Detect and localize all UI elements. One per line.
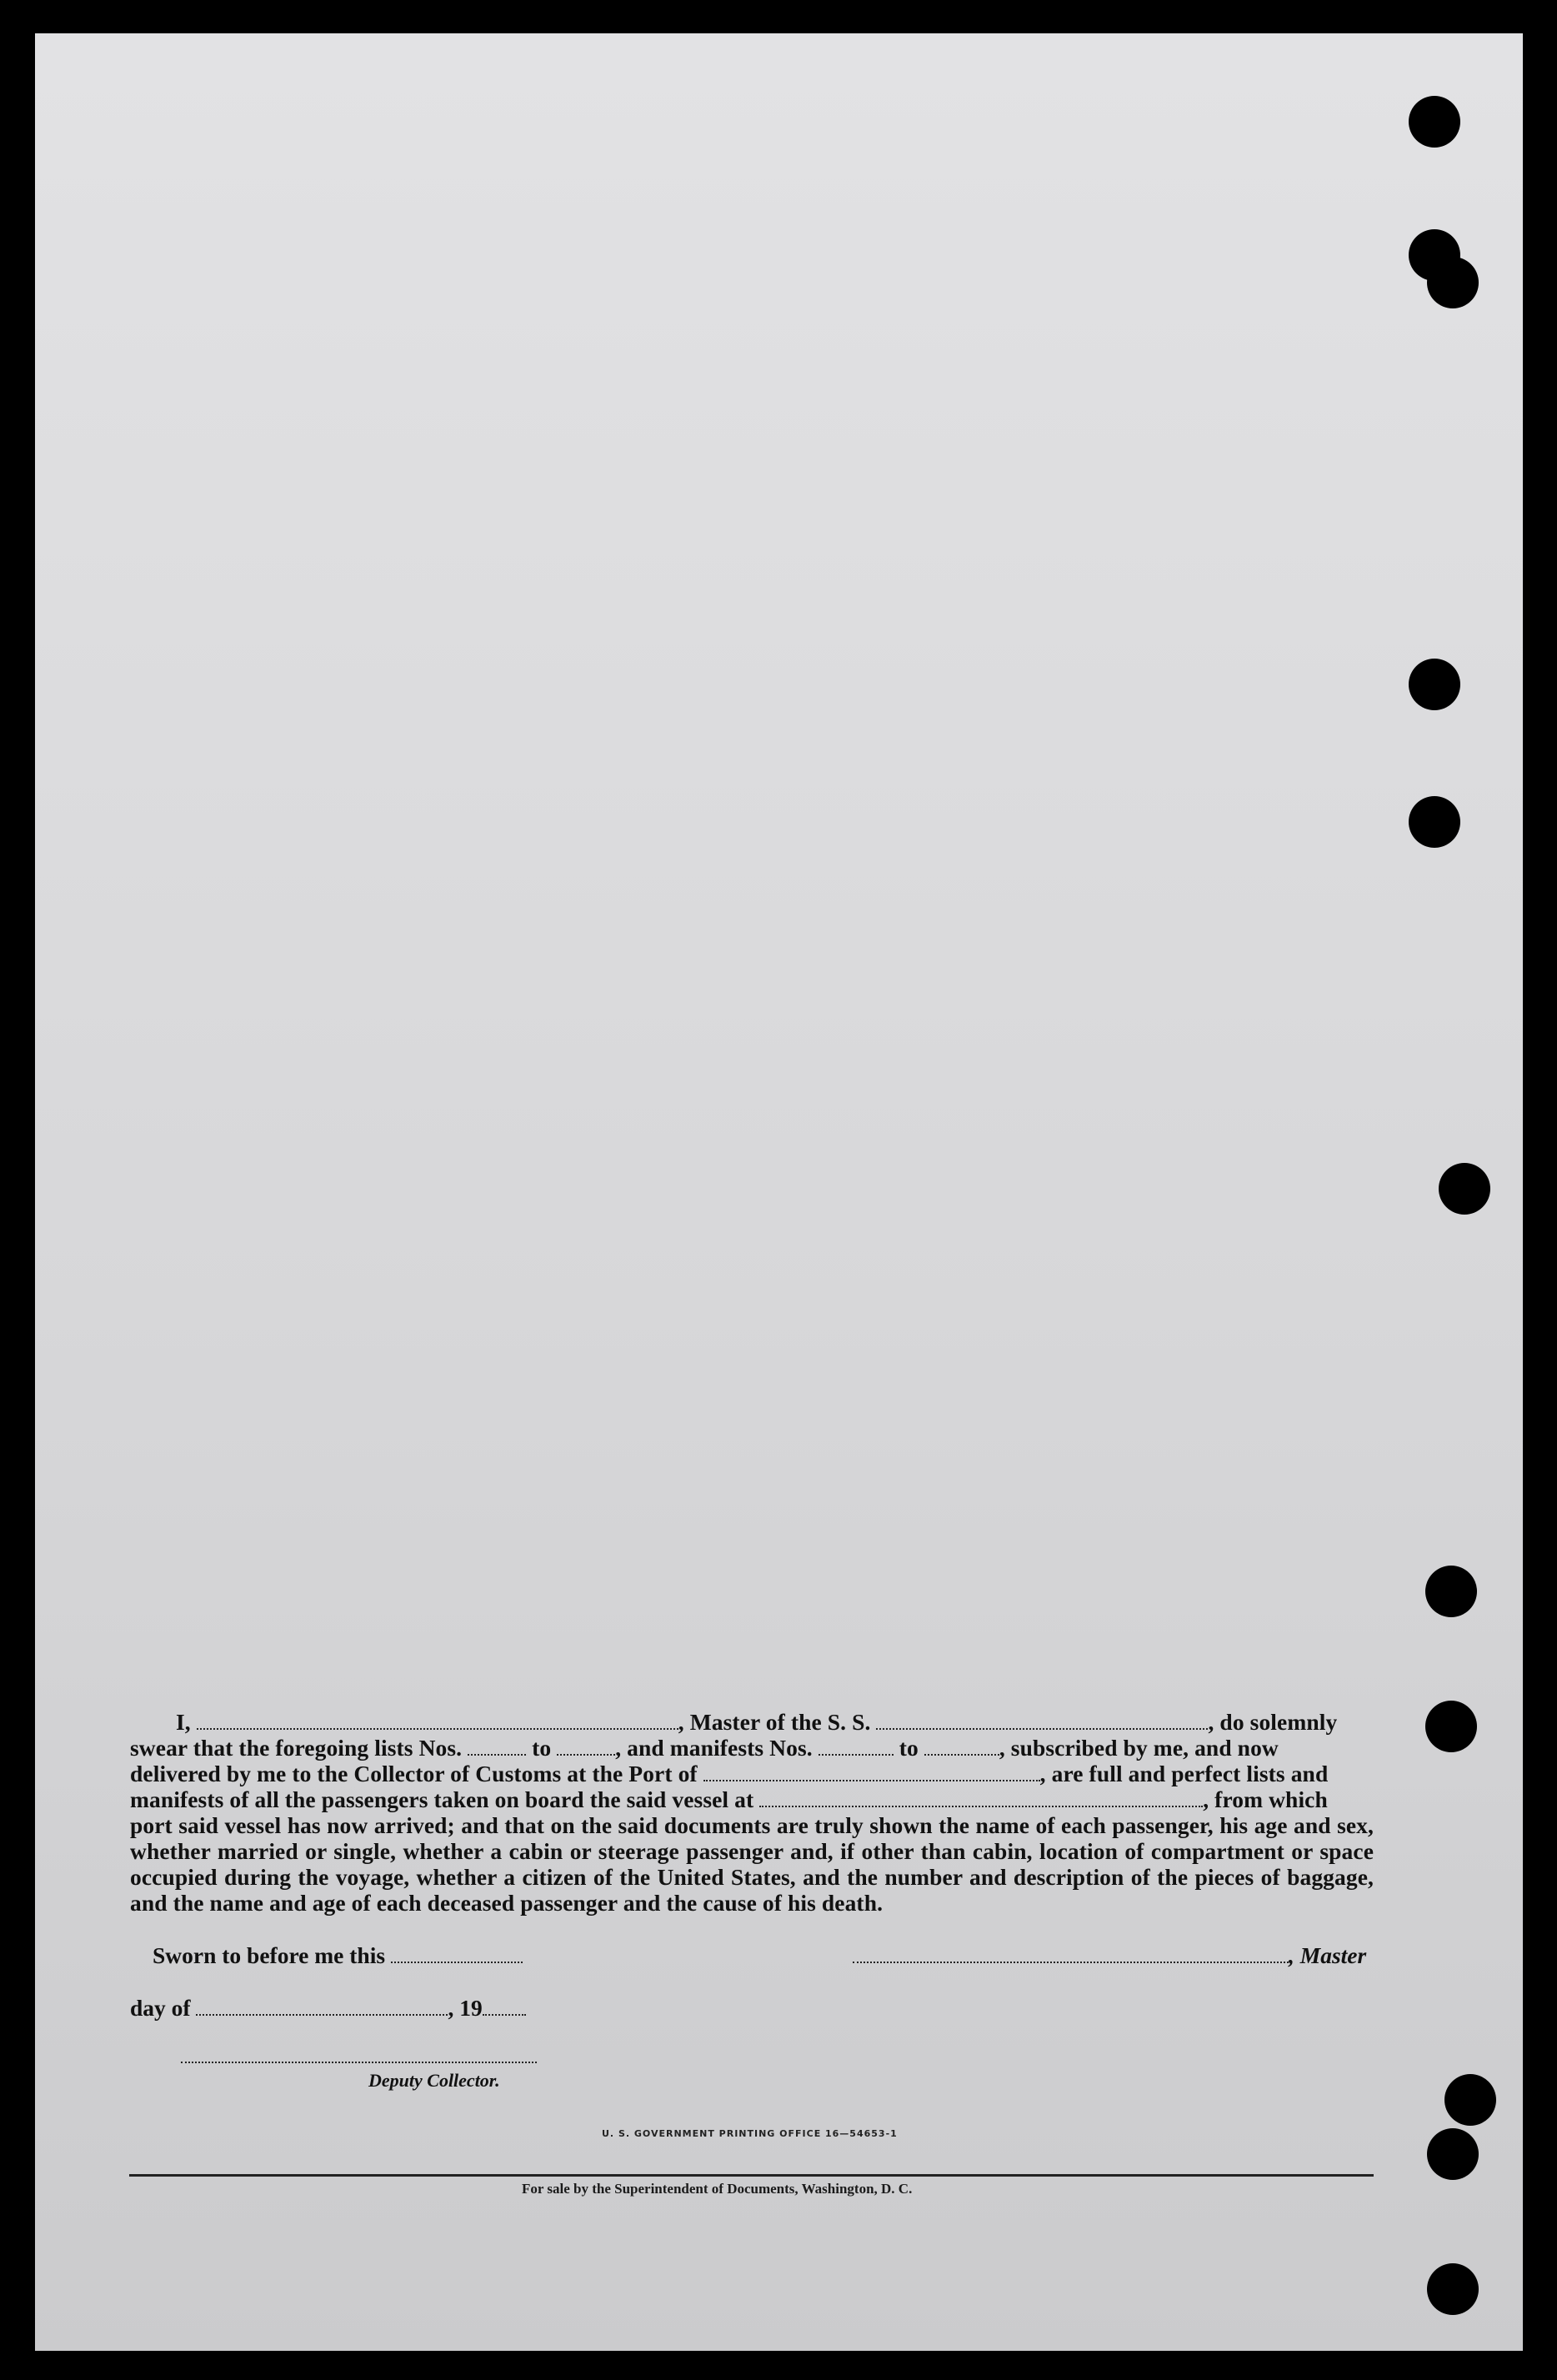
oath-i: I,	[176, 1709, 191, 1735]
binder-hole	[1425, 1566, 1477, 1617]
gpo-imprint: U. S. GOVERNMENT PRINTING OFFICE	[602, 2128, 822, 2139]
binder-hole	[1427, 2128, 1479, 2180]
manifest-from-blank[interactable]	[819, 1737, 894, 1756]
sworn-line	[153, 1942, 523, 1969]
sworn-text: Sworn to before me this	[153, 1942, 386, 1968]
oath-subscribed: , subscribed by me, and now	[999, 1735, 1279, 1761]
binder-hole	[1425, 1701, 1477, 1752]
sworn-date-blank[interactable]	[391, 1945, 523, 1963]
oath-swear: swear that the foregoing lists Nos.	[130, 1735, 463, 1761]
day-of-line	[130, 1995, 526, 2022]
master-oath	[130, 1709, 1374, 1916]
master-name-blank[interactable]	[197, 1711, 678, 1730]
oath-from-which: , from which	[1203, 1786, 1328, 1812]
day-of-text: day of	[130, 1995, 191, 2021]
master-signature-line	[853, 1942, 1366, 1969]
vessel-name-blank[interactable]	[876, 1711, 1208, 1730]
port-of-arrival-blank[interactable]	[703, 1763, 1040, 1781]
oath-do-solemnly: , do solemnly	[1208, 1709, 1338, 1735]
year-prefix: , 19	[448, 1995, 483, 2021]
binder-hole	[1427, 2263, 1479, 2315]
oath-delivered: delivered by me to the Collector of Customs at the Port of	[130, 1761, 698, 1786]
year-blank[interactable]	[483, 1997, 526, 2016]
master-label: , Master	[1289, 1942, 1367, 1968]
binder-hole	[1427, 257, 1479, 308]
oath-to-1: to	[532, 1735, 552, 1761]
month-blank[interactable]	[196, 1997, 448, 2016]
binder-hole	[1409, 659, 1460, 710]
binder-hole	[1439, 1163, 1490, 1215]
oath-master-of-ss: , Master of the S. S.	[678, 1709, 871, 1735]
binder-hole	[1409, 796, 1460, 848]
port-of-departure-blank[interactable]	[759, 1789, 1203, 1807]
deputy-signature-rule[interactable]	[181, 2062, 537, 2063]
binder-hole	[1444, 2074, 1496, 2126]
oath-and-manifests: , and manifests Nos.	[615, 1735, 813, 1761]
master-signature-blank[interactable]	[853, 1945, 1289, 1963]
for-sale-note: For sale by the Superintendent of Documents, Washington, D. C.	[522, 2181, 913, 2197]
oath-body: port said vessel has now arrived; and that on the said documents are truly shown the name of each passenger, his age and sex, whether married or single, whether a cabin or steerage passenger and, if other than cabin, location of compartment or space occupied during the voyage, whether a citizen of the United States, and the number and description of the pieces of baggage, and the name and age of each deceased passenger and the cause of his death.	[130, 1812, 1374, 1916]
list-to-blank[interactable]	[557, 1737, 615, 1756]
list-from-blank[interactable]	[468, 1737, 526, 1756]
deputy-collector-label: Deputy Collector.	[368, 2070, 500, 2091]
footer-rule	[129, 2174, 1374, 2177]
oath-manifests-all: manifests of all the passengers taken on board the said vessel at	[130, 1786, 754, 1812]
oath-are-full: , are full and perfect lists and	[1039, 1761, 1329, 1786]
binder-hole	[1409, 96, 1460, 148]
oath-to-2: to	[899, 1735, 919, 1761]
manifest-to-blank[interactable]	[924, 1737, 999, 1756]
form-number: 16—54653-1	[825, 2128, 898, 2139]
